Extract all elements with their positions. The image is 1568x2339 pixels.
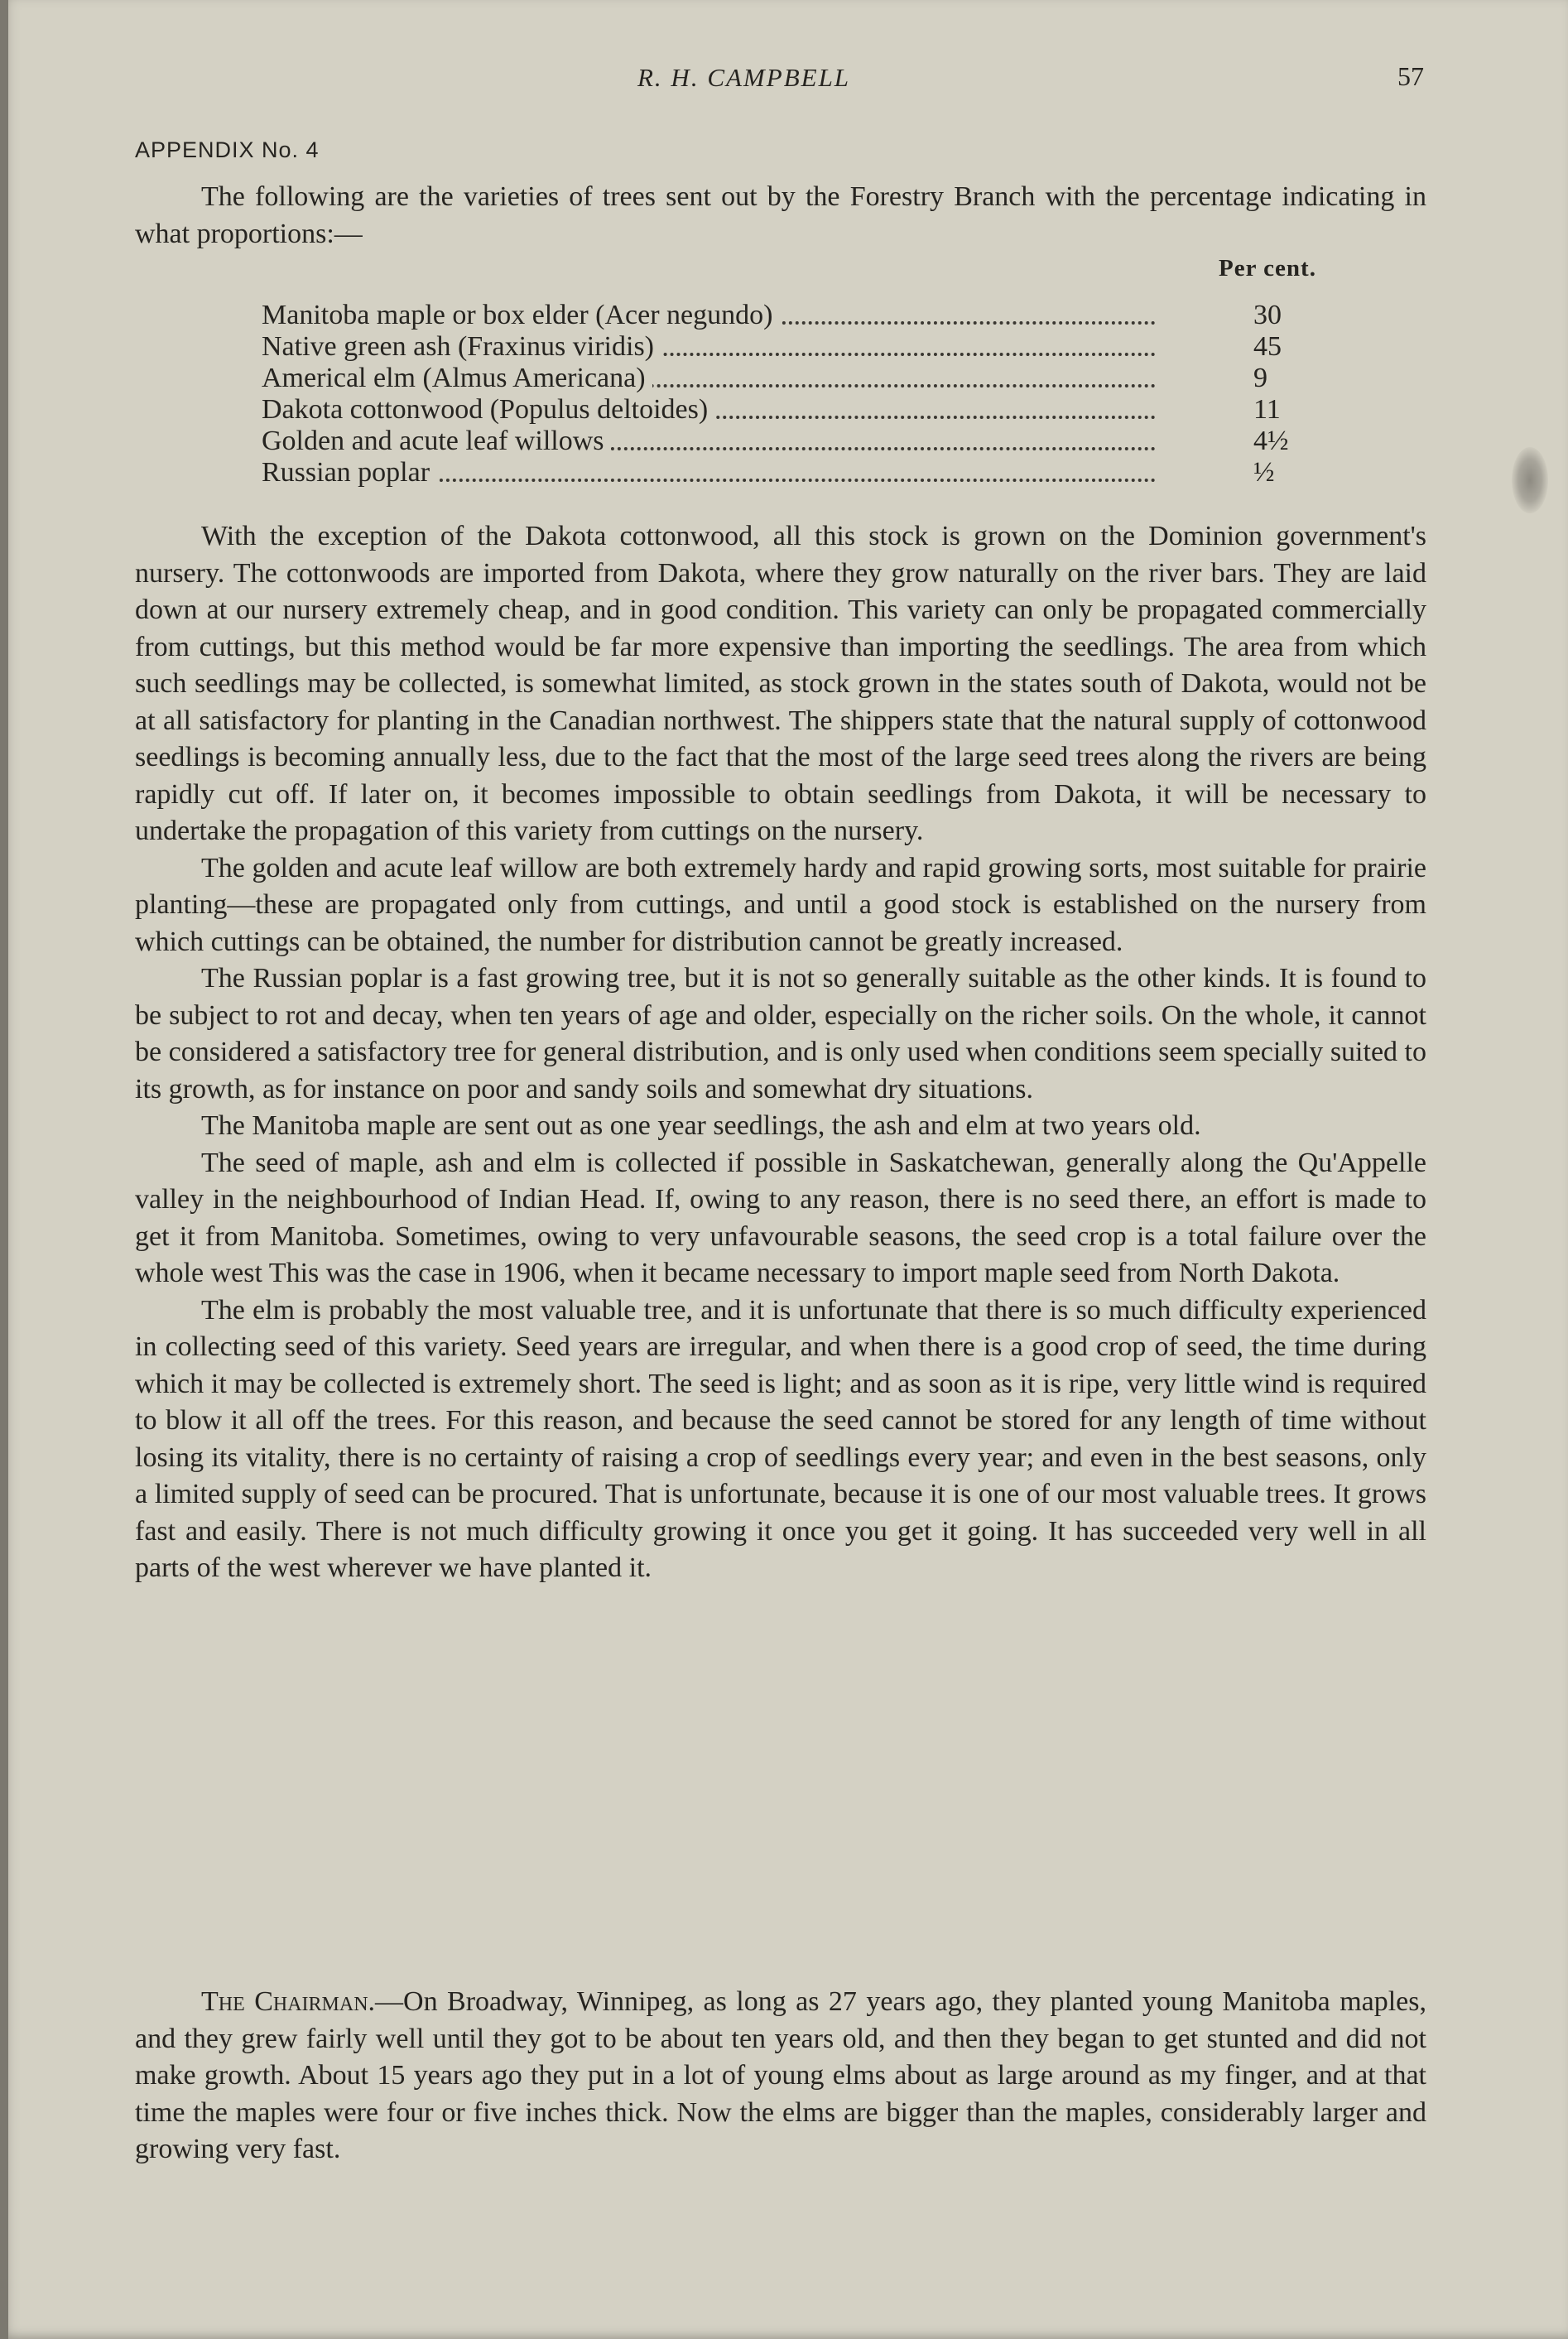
paragraph-chairman xyxy=(135,1984,1426,2168)
paragraph-seed-collection: The seed of maple, ash and elm is collected if possible in Saskatchewan, generally along the Qu'Appelle valley in the neighbourhood of Indian Head. If, owing to any reason, there is no seed there, an effort is made to get it from Manitoba. Sometimes, owing to very unfavourable seasons, the seed crop is a total failure over the whole west This was the case in 1906, when it became necessary to import maple seed from North Dakota. xyxy=(135,1147,1426,1288)
species-row xyxy=(262,426,1321,457)
species-name: Native green ash (Fraxinus viridis) xyxy=(262,331,661,363)
paragraph-cottonwood: With the exception of the Dakota cottonwood, all this stock is grown on the Dominion government's nursery. The cottonwoods are imported from Dakota, where they grow naturally on the river bars. They are laid down at our nursery extremely cheap, and in good condition. This variety can only be propagated commercially from cuttings, but this method would be far more expensive than importing the seedlings. The area from which such seedlings may be collected, is somewhat limited, as stock grown in the states south of Dakota, would not be at all satisfactory for planting in the Canadian northwest. The shippers state that the natural supply of cottonwood seedlings is becoming annually less, due to the fact that the most of the large seed trees along the rivers are being rapidly cut off. If later on, it becomes impossible to obtain seedlings from Dakota, it will be necessary to undertake the propagation of this variety from cuttings on the nursery. xyxy=(135,521,1426,846)
species-percent: 11 xyxy=(1253,394,1281,425)
paragraph-seedling-age: The Manitoba maple are sent out as one year seedlings, the ash and elm at two years old. xyxy=(201,1110,1201,1141)
species-name: Golden and acute leaf willows xyxy=(262,426,611,457)
running-title: R. H. CAMPBELL xyxy=(637,63,851,92)
paragraph-elm: The elm is probably the most valuable tree, and it is unfortunate that there is so much difficulty experienced in collecting seed of this variety. Seed years are irregular, and when there is a good crop of seed, the time during which it may be collected is extremely short. The seed is light; and as soon as it is ripe, very little wind is required to blow it all off the trees. For this reason, and because the seed cannot be stored for any length of time without losing its vitality, there is no certainty of raising a crop of seedlings every year; and even in the best seasons, only a limited supply of seed can be procured. That is unfortunate, because it is one of our most valuable trees. It grows fast and easily. There is not much difficulty growing it once you get it going. It has succeeded very well in all parts of the west wherever we have planted it. xyxy=(135,1294,1426,1583)
species-percent: 9 xyxy=(1253,363,1267,393)
page-spine-shadow xyxy=(0,0,8,2339)
species-percent: ½ xyxy=(1253,457,1275,488)
species-row xyxy=(262,331,1321,363)
species-name: Russian poplar xyxy=(262,457,436,488)
species-row xyxy=(262,300,1321,331)
species-name: Dakota cottonwood (Populus deltoides) xyxy=(262,394,714,426)
paragraph-willow: The golden and acute leaf willow are both extremely hardy and rapid growing sorts, most suitable for prairie planting—these are propagated only from cuttings, and until a good stock is established on the nursery from which cuttings can be obtained, the number for distribution cannot be greatly increased. xyxy=(135,852,1426,957)
page-header xyxy=(132,63,1424,104)
species-name: Americal elm (Almus Americana) xyxy=(262,363,652,394)
page-number: 57 xyxy=(1397,61,1424,91)
chairman-text: —On Broadway, Winnipeg, as long as 27 years ago, they planted young Manitoba maples, and they grew fairly well until they got to be about ten years old, and then they began to get stunted and did not make growth. About 15 years ago they put in a lot of young elms about as large around as my finger, and at that time the maples were four or five inches thick. Now the elms are bigger than the maples, considerably larger and growing very fast. xyxy=(135,1986,1426,2164)
species-percent: 45 xyxy=(1253,331,1282,362)
species-row xyxy=(262,363,1321,394)
speaker-name: The Chairman. xyxy=(201,1986,376,2017)
paragraph-russian-poplar: The Russian poplar is a fast growing tree, but it is not so generally suitable as the other kinds. It is found to be subject to rot and decay, when ten years of age and older, especially on the richer soils. On the whole, it cannot be considered a satisfactory tree for general distribution, and is only used when conditions seem specially suited to its growth, as for instance on poor and sandy soils and somewhat dry situations. xyxy=(135,963,1426,1105)
species-percent: 30 xyxy=(1253,300,1282,330)
species-name: Manitoba maple or box elder (Acer negundo) xyxy=(262,300,779,331)
chairman-remarks xyxy=(135,1984,1426,2168)
appendix-heading: APPENDIX No. 4 xyxy=(135,137,320,162)
species-percent: 4½ xyxy=(1253,426,1289,456)
species-row xyxy=(262,457,1321,488)
page-stain xyxy=(1512,447,1548,513)
percent-column-header: Per cent. xyxy=(1219,255,1316,282)
species-table xyxy=(262,300,1321,488)
appendix-intro: The following are the varieties of trees sent out by the Forestry Branch with the percentage indicating in what proportions:— xyxy=(135,181,1426,249)
body-text xyxy=(135,518,1426,1587)
species-row xyxy=(262,394,1321,426)
